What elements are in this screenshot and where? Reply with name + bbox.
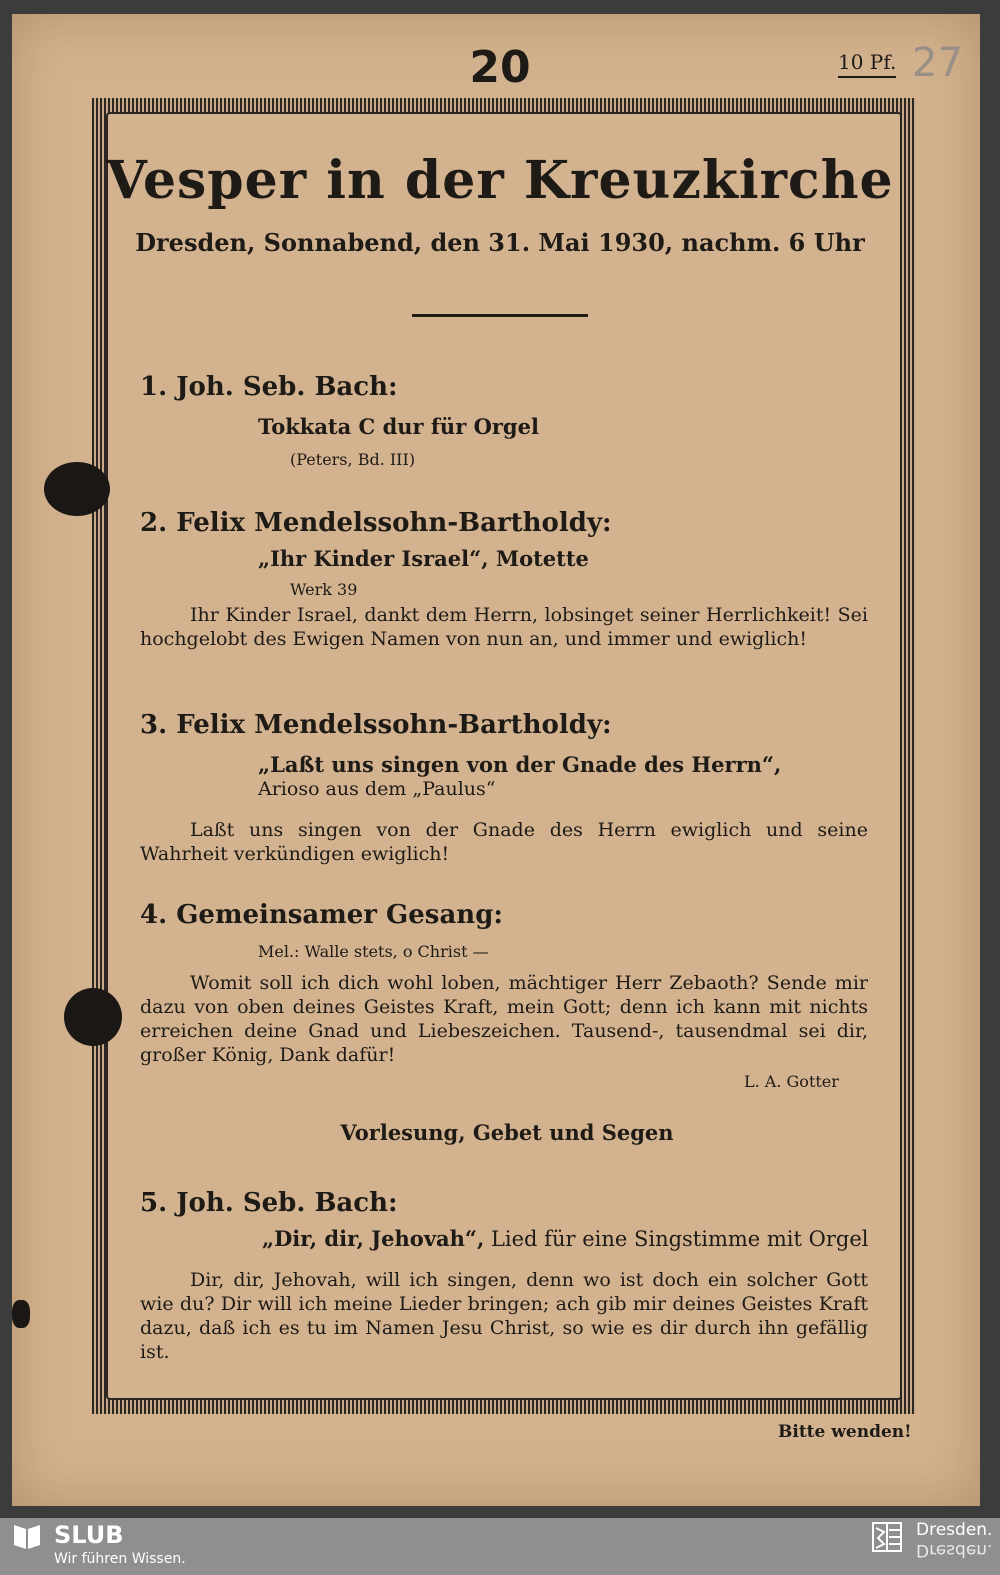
pencil-annotation: 27 xyxy=(912,40,963,86)
dresden-wordmark xyxy=(916,1521,992,1559)
item-1-work: Tokkata C dur für Orgel xyxy=(258,414,539,439)
item-4-heading: 4. Gemeinsamer Gesang: xyxy=(140,900,503,930)
item-5-heading: 5. Joh. Seb. Bach: xyxy=(140,1188,398,1218)
item-3-work: „Laßt uns singen von der Gnade des Herrn“, xyxy=(258,752,782,777)
page-title: Vesper in der Kreuzkirche xyxy=(106,150,894,211)
item-3-text: Laßt uns singen von der Gnade des Herrn ewiglich und seine Wahrheit verkündigen ewiglich! xyxy=(140,819,868,865)
item-1-note: (Peters, Bd. III) xyxy=(290,450,416,469)
dresden-name: Dresden. xyxy=(916,1520,993,1540)
item-4-melody: Mel.: Walle stets, o Christ — xyxy=(258,942,489,961)
item-5-work: „Dir, dir, Jehovah“, Lied für eine Singstimme mit Orgel xyxy=(262,1226,869,1251)
price-label: 10 Pf. xyxy=(838,50,896,78)
edge-damage xyxy=(12,1300,30,1328)
item-2-heading: 2. Felix Mendelssohn-Bartholdy: xyxy=(140,508,612,538)
item-4-author: L. A. Gotter xyxy=(744,1072,839,1091)
item-2-note: Werk 39 xyxy=(290,580,358,599)
dresden-crest-icon xyxy=(872,1522,902,1552)
slub-name: SLUB xyxy=(54,1521,124,1549)
punch-hole xyxy=(64,988,122,1046)
item-5-text: Dir, dir, Jehovah, will ich singen, denn wo ist doch ein solcher Gott wie du? Dir will ich meine Lieder bringen; ach gib mir deines Geistes Kraft dazu, daß ich es tu im Namen Jesu Christ, so wie es dir durch ihn gefällig ist. xyxy=(140,1269,868,1363)
turn-over-note: Bitte wenden! xyxy=(778,1422,912,1442)
item-1-heading: 1. Joh. Seb. Bach: xyxy=(140,372,398,402)
slub-logo-icon xyxy=(12,1521,42,1551)
item-2-text: Ihr Kinder Israel, dankt dem Herrn, lobsinget seiner Herrlichkeit! Sei hochgelobt des Ewigen Namen von nun an, und immer und ewiglich! xyxy=(140,604,868,650)
item-4-text: Womit soll ich dich wohl loben, mächtiger Herr Zebaoth? Sende mir dazu von oben deines Geistes Kraft, mein Gott; denn ich kann mit nichts erreichen deine Gnad und Liebeszeichen. Tausend-, tausendmal sei dir, großer König, Dank dafür! xyxy=(140,972,868,1066)
dresden-name-mirror: Dresden. xyxy=(916,1540,993,1560)
page-number: 20 xyxy=(469,42,531,93)
divider xyxy=(412,314,588,317)
interlude-line: Vorlesung, Gebet und Segen xyxy=(340,1120,674,1145)
item-3-work-source: Arioso aus dem „Paulus“ xyxy=(258,778,496,800)
punch-hole xyxy=(44,462,110,516)
item-3-heading: 3. Felix Mendelssohn-Bartholdy: xyxy=(140,710,612,740)
item-2-work: „Ihr Kinder Israel“, Motette xyxy=(258,546,589,571)
slub-tagline: Wir führen Wissen. xyxy=(54,1551,186,1567)
page-subtitle: Dresden, Sonnabend, den 31. Mai 1930, nachm. 6 Uhr xyxy=(135,228,865,257)
